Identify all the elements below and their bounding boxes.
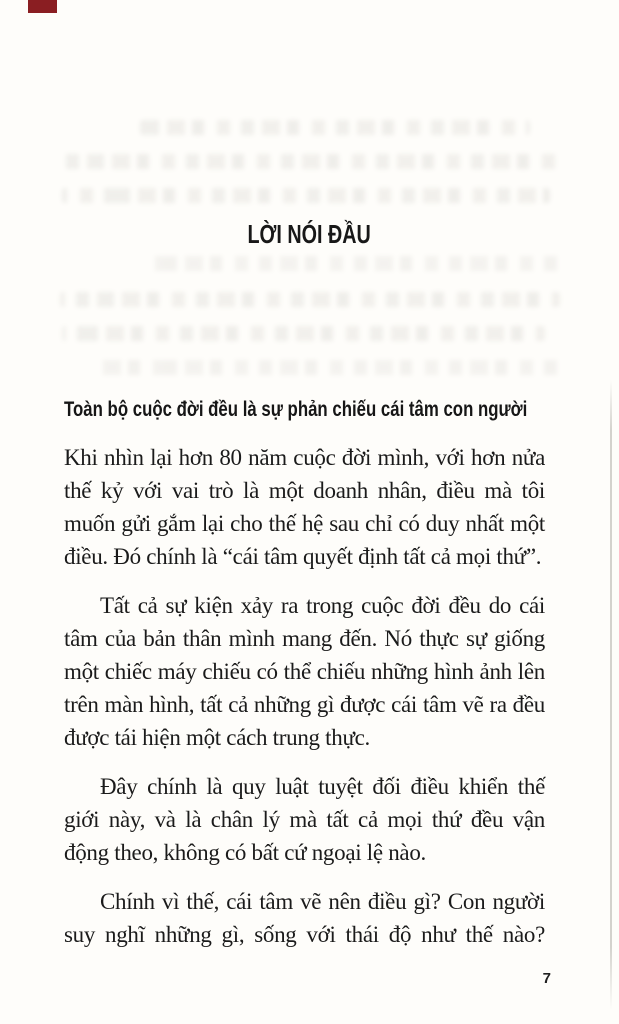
page-showthrough bbox=[98, 360, 560, 375]
section-heading: Toàn bộ cuộc đời đều là sự phản chiếu cái tâm con người bbox=[64, 398, 528, 421]
paragraph-3: Đây chính là quy luật tuyệt đối điều khiển thế giới này, và là chân lý mà tất cả mọi thứ đều vận động theo, không có bất cứ ngoại lệ nào. bbox=[64, 774, 545, 865]
page-showthrough bbox=[62, 326, 545, 341]
page-showthrough bbox=[60, 154, 560, 169]
paragraph-1: Khi nhìn lại hơn 80 năm cuộc đời mình, với hơn nửa thế kỷ với vai trò là một doanh nhân, điều mà tôi muốn gửi gắm lại cho thế hệ sau chỉ có duy nhất một điều. Đó chính là “cái tâm quyết định tất cả mọi thứ”. bbox=[64, 445, 545, 569]
page-showthrough bbox=[150, 256, 560, 271]
paragraph-4: Chính vì thế, cái tâm vẽ nên điều gì? Con người suy nghĩ những gì, sống với thái độ như thế nào? bbox=[64, 889, 545, 947]
paragraph-2: Tất cả sự kiện xảy ra trong cuộc đời đều do cái tâm của bản thân mình mang đến. Nó thực sự giống một chiếc máy chiếu có thể chiếu những hình ảnh lên trên màn hình, tất cả những gì được cái tâm vẽ ra đều được tái hiện một cách trung thực. bbox=[64, 593, 545, 750]
page-number: 7 bbox=[542, 970, 551, 987]
page-showthrough bbox=[62, 188, 550, 203]
page-showthrough bbox=[60, 292, 560, 307]
scan-edge-line bbox=[610, 380, 612, 1010]
page-title: LỜI NÓI ĐẦU bbox=[247, 219, 372, 249]
bookmark-tab bbox=[28, 0, 57, 13]
body-text bbox=[64, 441, 545, 967]
page-showthrough bbox=[140, 120, 530, 135]
